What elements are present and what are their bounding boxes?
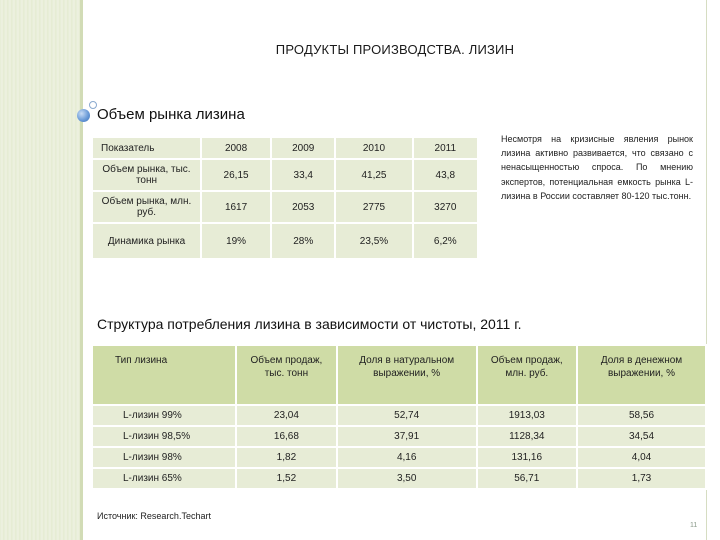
table-row	[92, 426, 706, 447]
table-cell: 52,74	[337, 405, 477, 426]
table-cell: 41,25	[335, 159, 412, 191]
decorative-left-band	[0, 0, 80, 540]
row-label: Объем рынка, млн. руб.	[92, 191, 201, 223]
table-cell: 26,15	[201, 159, 271, 191]
source-caption: Источник: Research.Techart	[97, 511, 211, 521]
header-cell: 2009	[271, 137, 335, 159]
table-cell: 1,73	[577, 468, 706, 489]
table-cell: 4,16	[337, 447, 477, 468]
table-cell: 6,2%	[413, 223, 478, 259]
row-label: L-лизин 65%	[92, 468, 236, 489]
table-header-row	[92, 345, 706, 405]
table-cell: 16,68	[236, 426, 337, 447]
table-cell: 4,04	[577, 447, 706, 468]
table-cell: 131,16	[477, 447, 577, 468]
table-cell: 1913,03	[477, 405, 577, 426]
table-row	[92, 191, 478, 223]
row-label: Объем рынка, тыс. тонн	[92, 159, 201, 191]
row-label: L-лизин 99%	[92, 405, 236, 426]
table-row	[92, 447, 706, 468]
bullet-ring-icon	[89, 101, 97, 109]
header-cell: Объем продаж, млн. руб.	[477, 345, 577, 405]
table-cell: 56,71	[477, 468, 577, 489]
table-cell: 23,04	[236, 405, 337, 426]
bullet-dot-icon	[77, 109, 90, 122]
row-label: Динамика рынка	[92, 223, 201, 259]
table-cell: 1617	[201, 191, 271, 223]
section-title-consumption-structure: Структура потребления лизина в зависимости от чистоты, 2011 г.	[97, 316, 522, 332]
table-cell: 2053	[271, 191, 335, 223]
row-label: L-лизин 98%	[92, 447, 236, 468]
table-cell: 37,91	[337, 426, 477, 447]
table-row	[92, 159, 478, 191]
decorative-band-edge	[80, 0, 83, 540]
table-cell: 2775	[335, 191, 412, 223]
table-row	[92, 223, 478, 259]
table-cell: 58,56	[577, 405, 706, 426]
slide-title: ПРОДУКТЫ ПРОИЗВОДСТВА. ЛИЗИН	[275, 42, 515, 57]
row-label: L-лизин 98,5%	[92, 426, 236, 447]
header-cell: Показатель	[92, 137, 201, 159]
market-volume-table	[91, 136, 479, 260]
section-title-market-volume: Объем рынка лизина	[97, 106, 245, 123]
table-row	[92, 405, 706, 426]
table-header-row	[92, 137, 478, 159]
table-cell: 33,4	[271, 159, 335, 191]
table-cell: 1,82	[236, 447, 337, 468]
table-cell: 1,52	[236, 468, 337, 489]
table-cell: 3,50	[337, 468, 477, 489]
consumption-structure-table	[91, 344, 707, 490]
market-note-text: Несмотря на кризисные явления рынок лизина активно развивается, что связано с ненасыщенностью спроса. По мнению экспертов, потенциальная емкость рынка L-лизина в России составляет 80-120 тыс.тонн.	[501, 134, 693, 201]
table-cell: 43,8	[413, 159, 478, 191]
header-cell: Доля в денежном выражении, %	[577, 345, 706, 405]
header-cell: 2008	[201, 137, 271, 159]
header-cell: Объем продаж, тыс. тонн	[236, 345, 337, 405]
header-cell: Тип лизина	[92, 345, 236, 405]
header-cell: 2011	[413, 137, 478, 159]
table-cell: 3270	[413, 191, 478, 223]
header-cell: 2010	[335, 137, 412, 159]
table-cell: 19%	[201, 223, 271, 259]
table-cell: 28%	[271, 223, 335, 259]
table-cell: 23,5%	[335, 223, 412, 259]
page-number: 11	[690, 522, 698, 529]
table-row	[92, 468, 706, 489]
table-cell: 34,54	[577, 426, 706, 447]
table-cell: 1128,34	[477, 426, 577, 447]
header-cell: Доля в натуральном выражении, %	[337, 345, 477, 405]
